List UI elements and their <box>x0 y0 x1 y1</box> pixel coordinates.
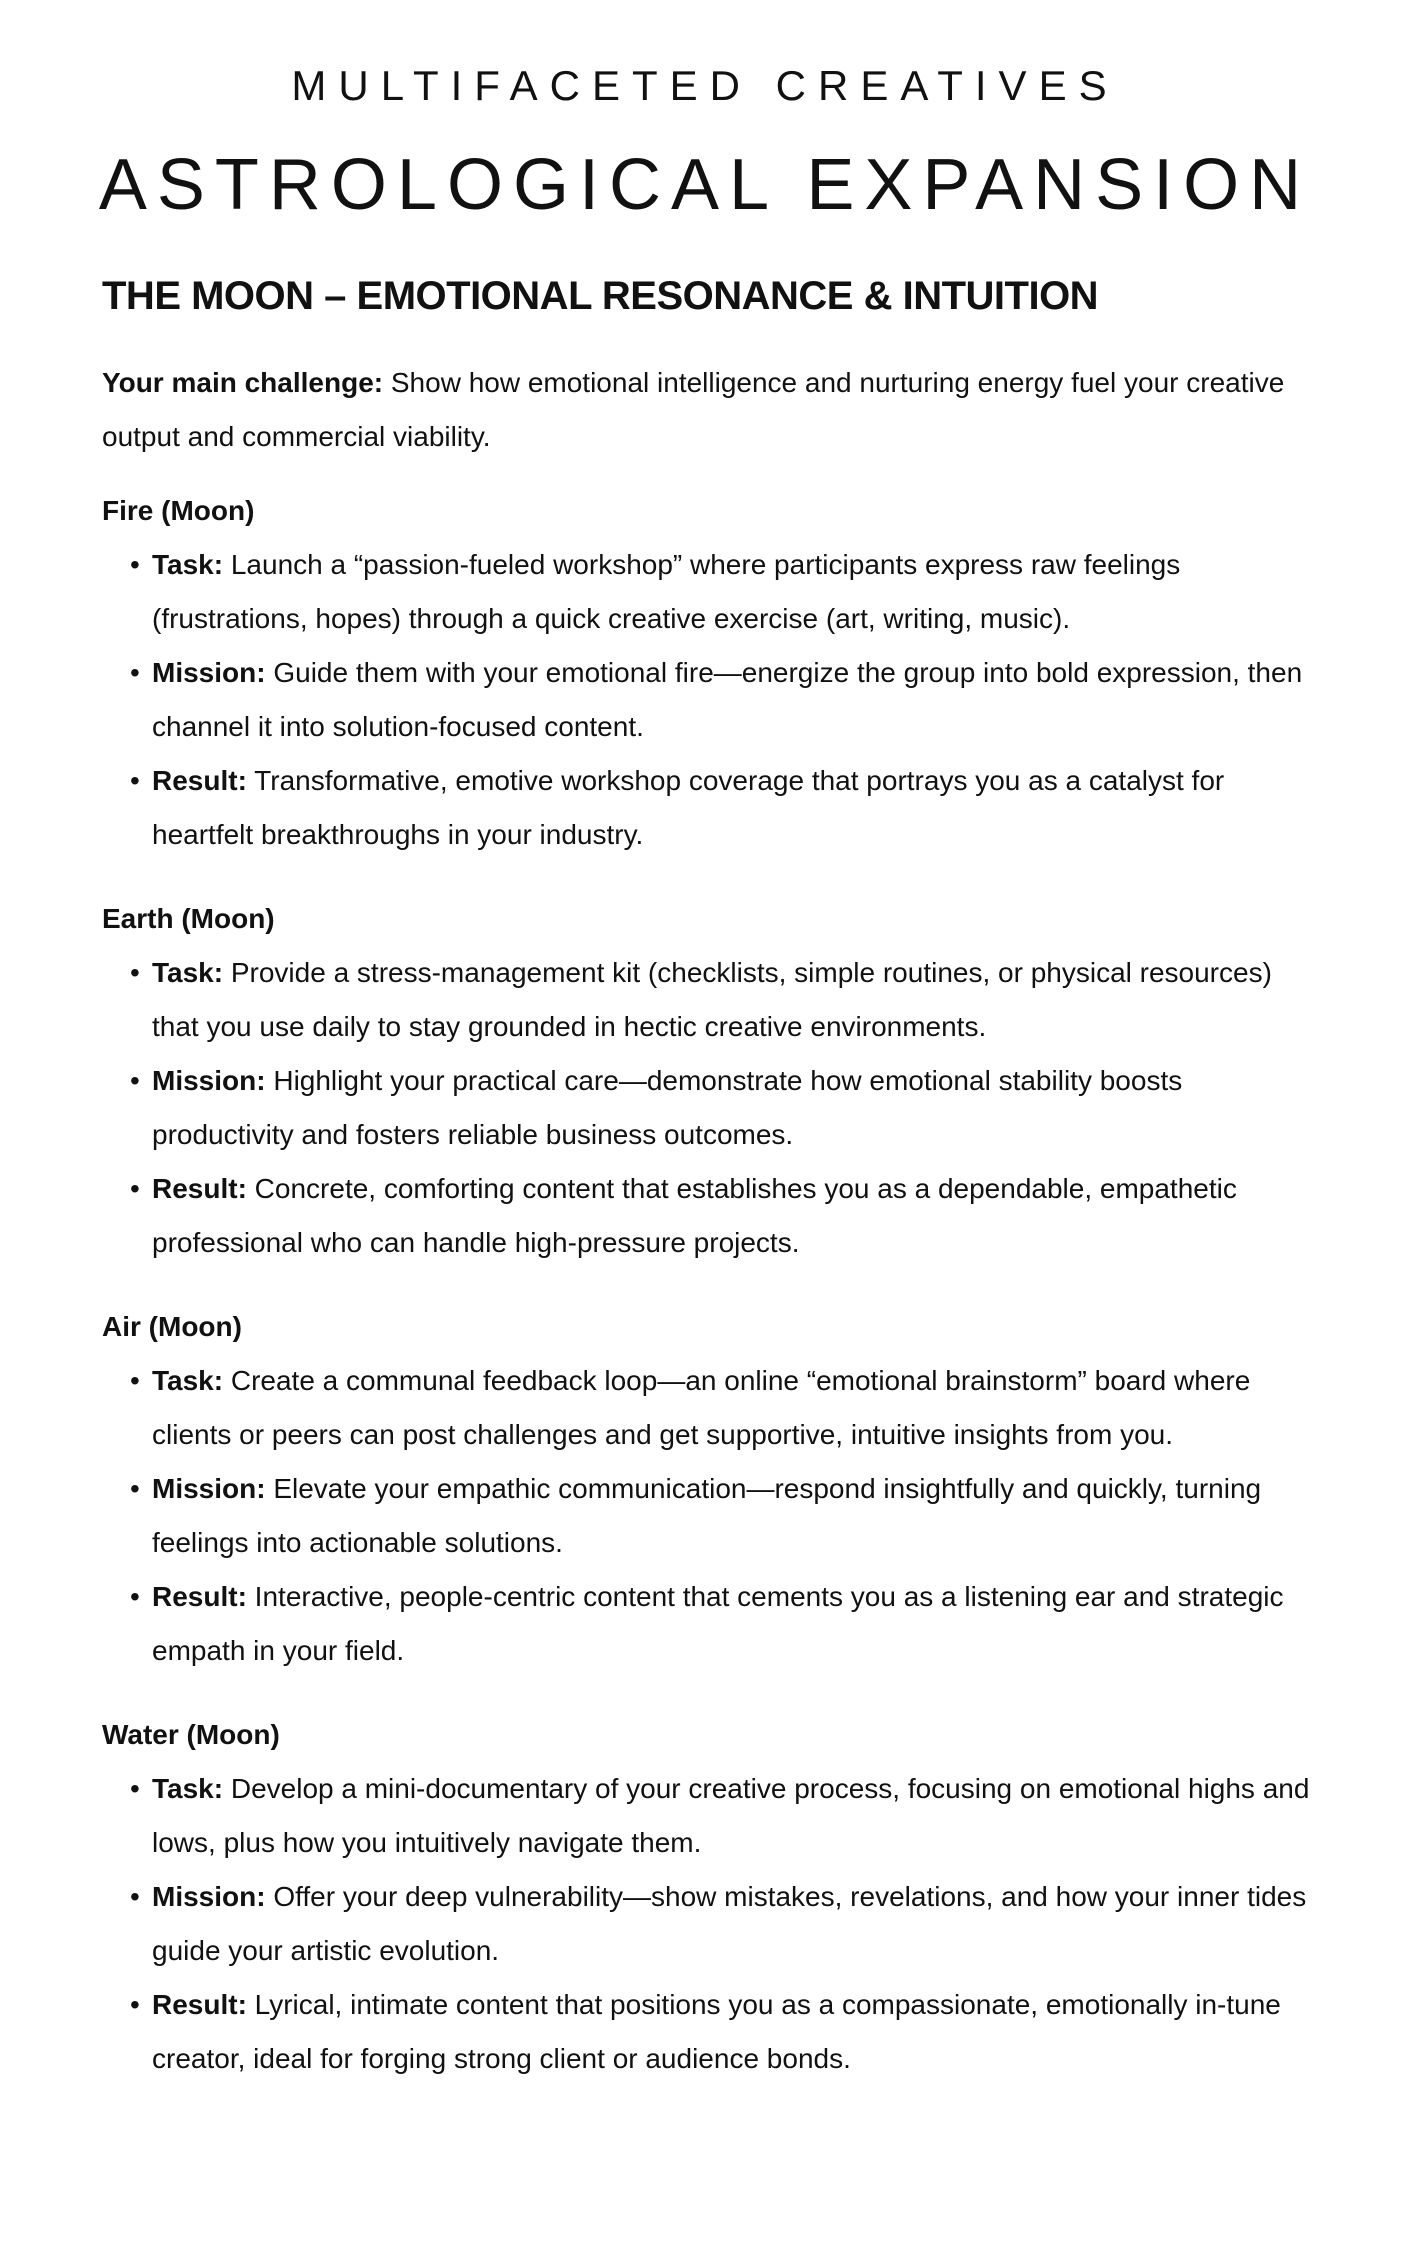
document-content <box>102 268 1322 2116</box>
list-item-task <box>152 1762 1322 1870</box>
challenge-text: Show how emotional intelligence and nurturing energy fuel your creative output and commercial viability. <box>102 367 1285 452</box>
element-heading-water: Water (Moon) <box>102 1719 280 1750</box>
element-list-water <box>102 1762 1322 2086</box>
item-label: Task: <box>152 1365 224 1396</box>
list-item-mission <box>152 1870 1322 1978</box>
item-text: Highlight your practical care—demonstrate how emotional stability boosts productivity and fosters reliable business outcomes. <box>152 1065 1183 1150</box>
item-label: Task: <box>152 549 224 580</box>
item-text: Lyrical, intimate content that positions you as a compassionate, emotionally in-tune creator, ideal for forging strong client or audience bonds. <box>152 1989 1281 2074</box>
page-title: ASTROLOGICAL EXPANSION <box>98 145 1312 225</box>
item-text: Develop a mini-documentary of your creative process, focusing on emotional highs and lows, plus how you intuitively navigate them. <box>152 1773 1310 1858</box>
item-text: Provide a stress-management kit (checklists, simple routines, or physical resources) that you use daily to stay grounded in hectic creative environments. <box>152 957 1272 1042</box>
item-label: Result: <box>152 1173 247 1204</box>
challenge-paragraph <box>102 356 1322 464</box>
element-heading-fire: Fire (Moon) <box>102 495 255 526</box>
brand-title: MULTIFACETED CREATIVES <box>291 62 1119 109</box>
item-text: Guide them with your emotional fire—energize the group into bold expression, then channel it into solution-focused content. <box>152 657 1303 742</box>
item-text: Launch a “passion-fueled workshop” where participants express raw feelings (frustrations, hopes) through a quick creative exercise (art, writing, music). <box>152 549 1181 634</box>
item-label: Mission: <box>152 1065 266 1096</box>
item-label: Task: <box>152 1773 224 1804</box>
list-item-mission <box>152 646 1322 754</box>
item-text: Create a communal feedback loop—an online “emotional brainstorm” board where clients or peers can post challenges and get supportive, intuitive insights from you. <box>152 1365 1251 1450</box>
item-text: Interactive, people-centric content that cements you as a listening ear and strategic empath in your field. <box>152 1581 1284 1666</box>
item-label: Mission: <box>152 1473 266 1504</box>
item-label: Result: <box>152 765 247 796</box>
element-list-air <box>102 1354 1322 1678</box>
list-item-result <box>152 1162 1322 1270</box>
list-item-task <box>152 538 1322 646</box>
list-item-result <box>152 1978 1322 2086</box>
item-label: Mission: <box>152 1881 266 1912</box>
element-block-fire <box>102 484 1322 862</box>
item-text: Elevate your empathic communication—respond insightfully and quickly, turning feelings into actionable solutions. <box>152 1473 1262 1558</box>
list-item-mission <box>152 1462 1322 1570</box>
list-item-task <box>152 1354 1322 1462</box>
element-block-earth <box>102 892 1322 1270</box>
item-text: Concrete, comforting content that establishes you as a dependable, empathetic professional who can handle high-pressure projects. <box>152 1173 1237 1258</box>
list-item-mission <box>152 1054 1322 1162</box>
challenge-label: Your main challenge: <box>102 367 384 398</box>
element-block-air <box>102 1300 1322 1678</box>
item-text: Offer your deep vulnerability—show mistakes, revelations, and how your inner tides guide your artistic evolution. <box>152 1881 1307 1966</box>
element-heading-air: Air (Moon) <box>102 1311 242 1342</box>
item-label: Result: <box>152 1581 247 1612</box>
list-item-result <box>152 754 1322 862</box>
item-label: Result: <box>152 1989 247 2020</box>
section-heading: THE MOON – EMOTIONAL RESONANCE & INTUITION <box>102 274 1099 318</box>
list-item-result <box>152 1570 1322 1678</box>
list-item-task <box>152 946 1322 1054</box>
element-list-earth <box>102 946 1322 1270</box>
item-text: Transformative, emotive workshop coverage that portrays you as a catalyst for heartfelt breakthroughs in your industry. <box>152 765 1225 850</box>
item-label: Mission: <box>152 657 266 688</box>
element-heading-earth: Earth (Moon) <box>102 903 275 934</box>
element-block-water <box>102 1708 1322 2086</box>
element-list-fire <box>102 538 1322 862</box>
item-label: Task: <box>152 957 224 988</box>
